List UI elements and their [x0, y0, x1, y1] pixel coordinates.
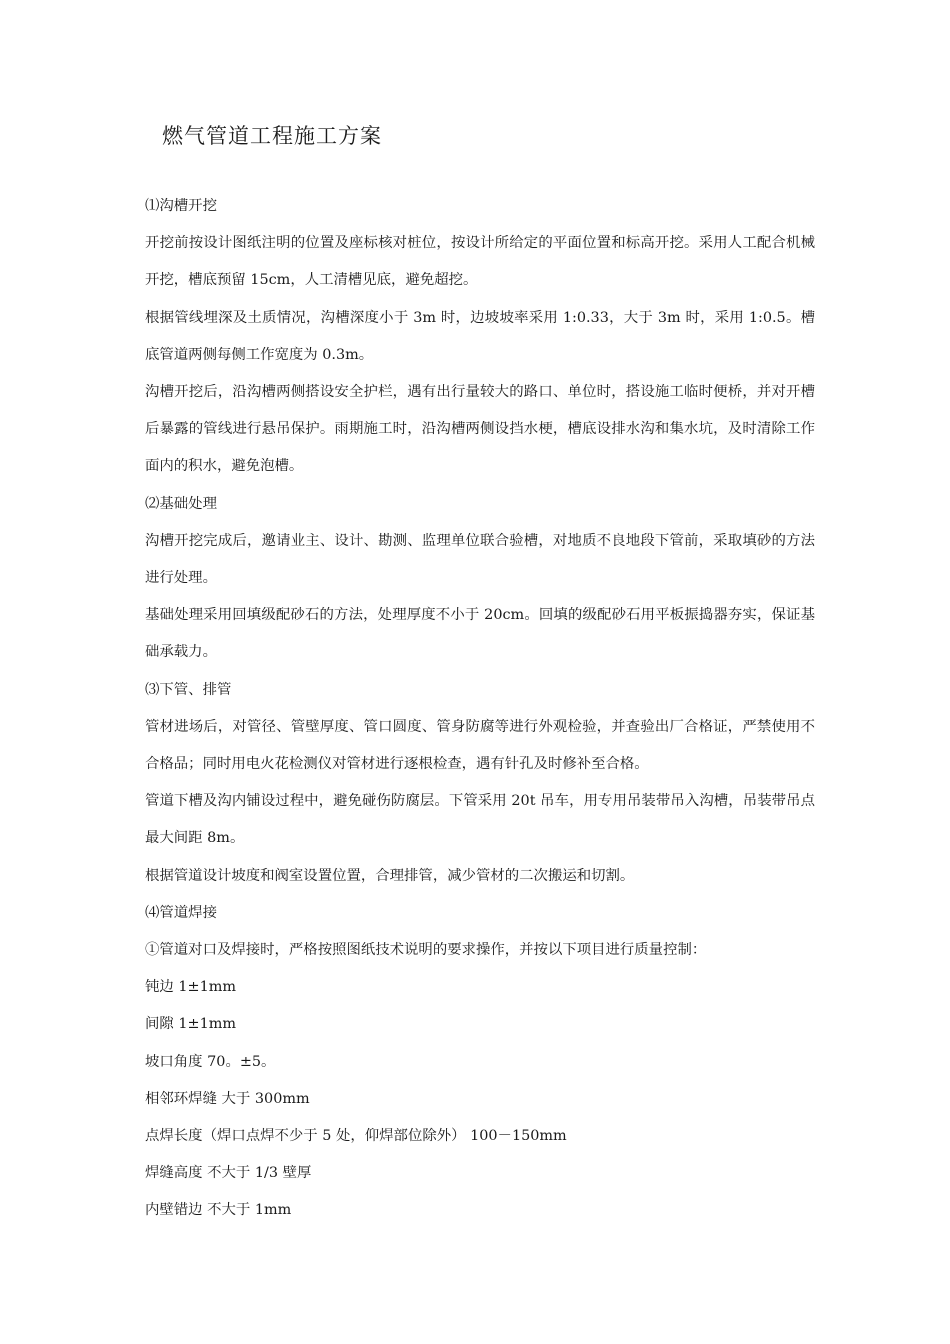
paragraph: 根据管道设计坡度和阀室设置位置，合理排管，减少管材的二次搬运和切割。: [145, 867, 635, 884]
spec-line: 焊缝高度 不大于 1/3 壁厚: [145, 1165, 312, 1182]
document-body: [145, 188, 815, 1230]
spec-line: 点焊长度（焊口点焊不少于 5 处，仰焊部位除外） 100－150mm: [145, 1128, 567, 1145]
paragraph: 沟槽开挖完成后，邀请业主、设计、勘测、监理单位联合验槽，对地质不良地段下管前，采取填砂的方法进行处理。: [145, 532, 815, 587]
document-title: 燃气管道工程施工方案: [162, 124, 382, 148]
paragraph: 管道下槽及沟内铺设过程中，避免碰伤防腐层。下管采用 20t 吊车，用专用吊装带吊入沟槽，吊装带吊点最大间距 8m。: [145, 793, 815, 847]
spec-line: 内壁错边 不大于 1mm: [145, 1202, 292, 1219]
section-heading-pipe-laying: ⑶下管、排管: [145, 681, 232, 698]
spec-line: 钝边 1±1mm: [145, 979, 237, 996]
paragraph: ①管道对口及焊接时，严格按照图纸技术说明的要求操作，并按以下项目进行质量控制：: [145, 942, 707, 959]
spec-line: 相邻环焊缝 大于 300mm: [145, 1090, 310, 1107]
paragraph: 基础处理采用回填级配砂石的方法，处理厚度不小于 20cm。回填的级配砂石用平板振捣器夯实，保证基础承载力。: [145, 607, 815, 661]
paragraph: 沟槽开挖后，沿沟槽两侧搭设安全护栏，遇有出行量较大的路口、单位时，搭设施工临时便桥，并对开槽后暴露的管线进行悬吊保护。雨期施工时，沿沟槽两侧设挡水梗，槽底设排水沟和集水坑，及时清除工作面内的积水，避免泡槽。: [145, 384, 815, 475]
spec-line: 坡口角度 70。±5。: [145, 1053, 276, 1070]
spec-line: 间隙 1±1mm: [145, 1016, 237, 1033]
paragraph: 开挖前按设计图纸注明的位置及座标核对桩位，按设计所给定的平面位置和标高开挖。采用人工配合机械开挖，槽底预留 15cm，人工清槽见底，避免超挖。: [145, 235, 815, 289]
section-heading-trench-excavation: ⑴沟槽开挖: [145, 198, 217, 214]
section-heading-foundation-treatment: ⑵基础处理: [145, 495, 217, 512]
section-heading-pipe-welding: ⑷管道焊接: [145, 904, 217, 921]
paragraph: 根据管线埋深及土质情况，沟槽深度小于 3m 时，边坡坡率采用 1:0.33，大于 3m 时，采用 1:0.5。槽底管道两侧每侧工作宽度为 0.3m。: [145, 309, 815, 363]
paragraph: 管材进场后，对管径、管壁厚度、管口圆度、管身防腐等进行外观检验，并查验出厂合格证，严禁使用不合格品；同时用电火花检测仪对管材进行逐根检查，遇有针孔及时修补至合格。: [145, 718, 815, 773]
